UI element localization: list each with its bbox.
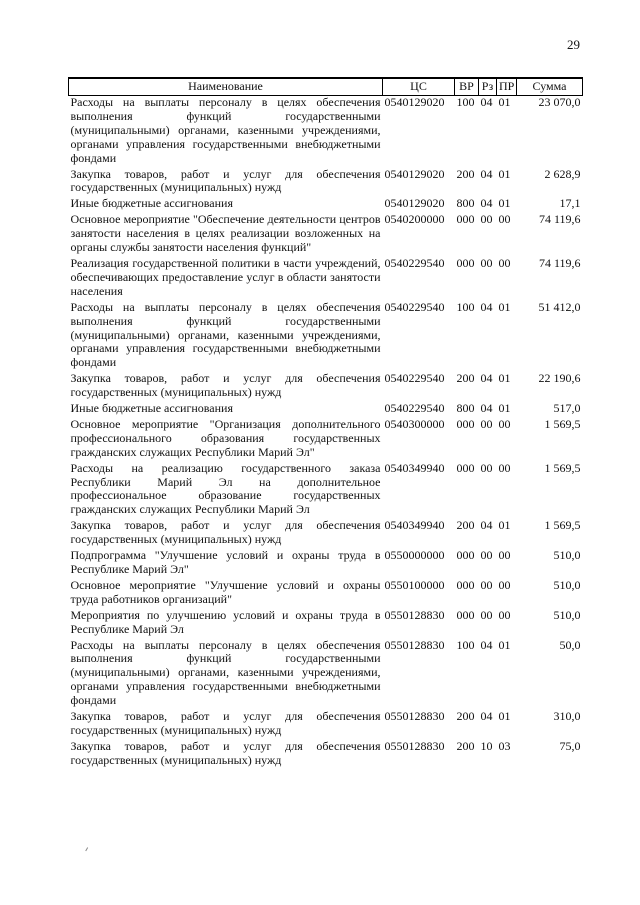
row-rz: 04 <box>480 637 493 652</box>
row-cs: 0540129020 <box>384 95 445 109</box>
row-sum: 17,1 <box>559 196 581 211</box>
row-rz: 00 <box>480 607 493 622</box>
header-rz: Рз <box>479 78 497 96</box>
row-cs: 0550128830 <box>384 637 445 652</box>
row-name: Подпрограмма "Улучшение условий и охраны труда в Республике Марий Эл" <box>70 548 381 576</box>
row-rz: 04 <box>480 196 493 211</box>
row-rz: 10 <box>480 738 493 753</box>
table-row <box>69 418 583 462</box>
row-cs: 0540349940 <box>384 518 445 533</box>
row-pr: 00 <box>498 607 511 622</box>
row-vr: 000 <box>456 212 475 227</box>
row-cs: 0550000000 <box>384 548 445 563</box>
row-pr: 00 <box>498 255 511 270</box>
header-sum: Сумма <box>517 78 583 96</box>
row-sum: 23 070,0 <box>538 95 581 109</box>
budget-table <box>68 77 583 770</box>
page-number: 29 <box>567 37 580 52</box>
row-pr: 03 <box>498 738 511 753</box>
scan-mark <box>85 847 90 852</box>
table-row <box>69 213 583 257</box>
row-cs: 0540200000 <box>384 212 445 227</box>
table-row <box>69 372 583 402</box>
table-row <box>69 462 583 520</box>
row-name: Основное мероприятие "Организация дополнительного профессионального образования государственных гражданских служащих Республики Марий Эл" <box>70 416 381 459</box>
row-vr: 000 <box>456 460 475 475</box>
row-rz: 04 <box>480 371 493 386</box>
row-rz: 00 <box>480 416 493 431</box>
row-sum: 51 412,0 <box>538 299 581 314</box>
row-name: Мероприятия по улучшению условий и охраны труда в Республике Марий Эл <box>70 607 381 636</box>
row-sum: 510,0 <box>553 577 581 592</box>
row-rz: 00 <box>480 460 493 475</box>
table-row <box>69 197 583 213</box>
row-name: Закупка товаров, работ и услуг для обеспечения государственных (муниципальных) нужд <box>70 371 381 400</box>
row-sum: 510,0 <box>553 607 581 622</box>
table-row <box>69 639 583 711</box>
row-rz: 04 <box>480 401 493 416</box>
row-rz: 04 <box>480 709 493 724</box>
row-sum: 2 628,9 <box>544 166 581 181</box>
table-row <box>69 549 583 579</box>
row-pr: 00 <box>498 577 511 592</box>
row-sum: 310,0 <box>553 709 581 724</box>
row-rz: 00 <box>480 577 493 592</box>
row-vr: 100 <box>456 299 475 314</box>
row-cs: 0550100000 <box>384 577 445 592</box>
row-pr: 01 <box>498 166 511 181</box>
row-pr: 01 <box>498 709 511 724</box>
row-name: Основное мероприятие "Улучшение условий и охраны труда работников организаций" <box>70 577 381 606</box>
table-row <box>69 740 583 770</box>
row-cs: 0540129020 <box>384 196 445 211</box>
row-rz: 04 <box>480 95 493 109</box>
row-name: Расходы на реализацию государственного заказа Республики Марий Эл на дополнительное профессиональное образование государственных гражданских служащих Республики Марий Эл <box>70 460 381 517</box>
row-pr: 01 <box>498 95 511 109</box>
row-name: Основное мероприятие "Обеспечение деятельности центров занятости населения в целях реализации возложенных на органы службы занятости населения функций" <box>70 212 381 255</box>
row-rz: 00 <box>480 548 493 563</box>
row-rz: 00 <box>480 255 493 270</box>
header-pr: ПР <box>497 78 517 96</box>
row-pr: 00 <box>498 416 511 431</box>
row-pr: 01 <box>498 518 511 533</box>
row-vr: 000 <box>456 416 475 431</box>
row-vr: 200 <box>456 709 475 724</box>
table-row <box>69 609 583 639</box>
row-cs: 0540229540 <box>384 371 445 386</box>
row-vr: 800 <box>456 401 475 416</box>
row-cs: 0540229540 <box>384 299 445 314</box>
row-pr: 01 <box>498 371 511 386</box>
row-cs: 0550128830 <box>384 607 445 622</box>
header-name: Наименование <box>69 78 383 96</box>
table-row <box>69 96 583 168</box>
row-name: Реализация государственной политики в части учреждений, обеспечивающих предоставление услуг в области занятости населения <box>70 255 381 298</box>
row-vr: 000 <box>456 577 475 592</box>
row-sum: 75,0 <box>559 738 581 753</box>
row-pr: 01 <box>498 637 511 652</box>
row-vr: 000 <box>456 607 475 622</box>
row-vr: 800 <box>456 196 475 211</box>
row-cs: 0550128830 <box>384 738 445 753</box>
row-pr: 01 <box>498 299 511 314</box>
table-row <box>69 168 583 198</box>
row-pr: 00 <box>498 460 511 475</box>
row-vr: 100 <box>456 95 475 109</box>
row-vr: 200 <box>456 738 475 753</box>
row-sum: 74 119,6 <box>538 212 581 227</box>
row-pr: 00 <box>498 548 511 563</box>
row-name: Расходы на выплаты персоналу в целях обеспечения выполнения функций государственными (муниципальными) органами, казенными учреждениями, органами управления государственными внебюджетными фондами <box>70 299 381 370</box>
row-sum: 50,0 <box>559 637 581 652</box>
header-vr: ВР <box>455 78 479 96</box>
row-sum: 1 569,5 <box>544 416 581 431</box>
row-rz: 04 <box>480 166 493 181</box>
table-row <box>69 710 583 740</box>
row-cs: 0540300000 <box>384 416 445 431</box>
row-vr: 000 <box>456 255 475 270</box>
row-sum: 517,0 <box>553 401 581 416</box>
row-vr: 200 <box>456 371 475 386</box>
table-row <box>69 301 583 373</box>
row-name: Расходы на выплаты персоналу в целях обеспечения выполнения функций государственными (муниципальными) органами, казенными учреждениями, органами управления государственными внебюджетными фондами <box>70 637 381 708</box>
row-name: Закупка товаров, работ и услуг для обеспечения государственных (муниципальных) нужд <box>70 709 381 737</box>
row-sum: 1 569,5 <box>544 460 581 475</box>
row-sum: 510,0 <box>553 548 581 563</box>
row-name: Расходы на выплаты персоналу в целях обеспечения выполнения функций государственными (муниципальными) органами, казенными учреждениями, органами управления государственными внебюджетными фондами <box>70 95 381 165</box>
row-name: Закупка товаров, работ и услуг для обеспечения государственных (муниципальных) нужд <box>70 518 381 547</box>
row-vr: 000 <box>456 548 475 563</box>
row-sum: 1 569,5 <box>544 518 581 533</box>
table-row <box>69 579 583 609</box>
row-rz: 04 <box>480 518 493 533</box>
row-pr: 01 <box>498 196 511 211</box>
row-cs: 0550128830 <box>384 709 445 724</box>
row-rz: 04 <box>480 299 493 314</box>
row-name: Иные бюджетные ассигнования <box>70 401 233 416</box>
row-pr: 00 <box>498 212 511 227</box>
row-cs: 0540229540 <box>384 255 445 270</box>
row-sum: 22 190,6 <box>538 371 581 386</box>
row-name: Иные бюджетные ассигнования <box>70 196 233 211</box>
row-sum: 74 119,6 <box>538 255 581 270</box>
row-cs: 0540349940 <box>384 460 445 475</box>
row-vr: 100 <box>456 637 475 652</box>
row-cs: 0540229540 <box>384 401 445 416</box>
table-row <box>69 402 583 418</box>
row-vr: 200 <box>456 166 475 181</box>
row-name: Закупка товаров, работ и услуг для обеспечения государственных (муниципальных) нужд <box>70 166 381 195</box>
row-pr: 01 <box>498 401 511 416</box>
row-cs: 0540129020 <box>384 166 445 181</box>
table-row <box>69 519 583 549</box>
row-vr: 200 <box>456 518 475 533</box>
row-rz: 00 <box>480 212 493 227</box>
table-row <box>69 257 583 301</box>
table-header-row <box>69 78 583 96</box>
row-name: Закупка товаров, работ и услуг для обеспечения государственных (муниципальных) нужд <box>70 738 381 767</box>
header-cs: ЦС <box>383 78 455 96</box>
